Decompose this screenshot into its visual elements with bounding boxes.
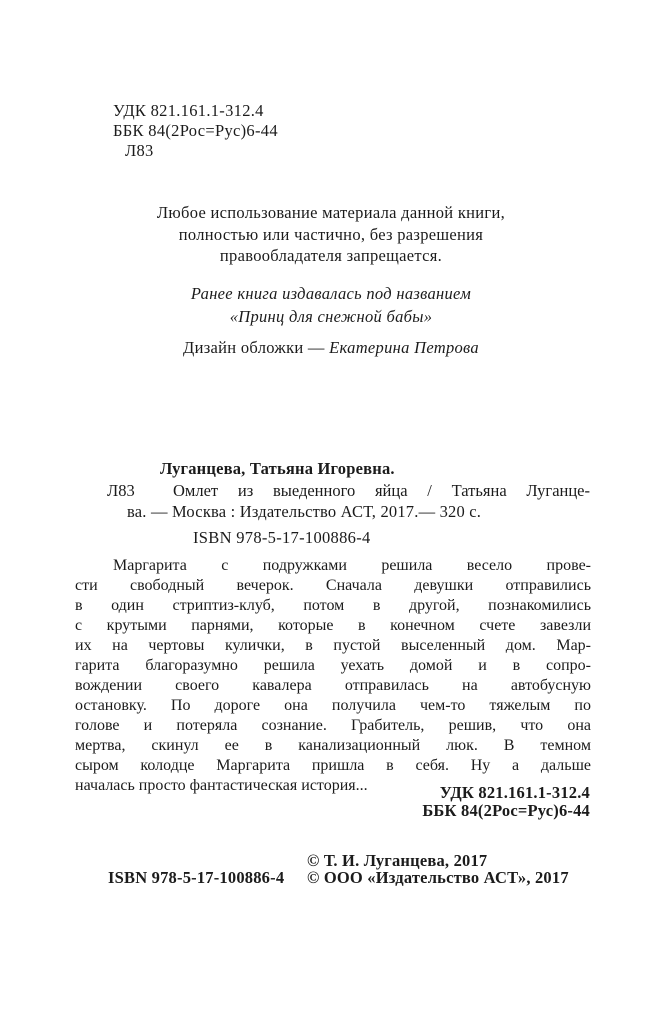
annotation-line: сыром колодце Маргарита пришла в себя. Ну а дальше bbox=[75, 757, 591, 774]
cover-design-label: Дизайн обложки — bbox=[183, 338, 330, 357]
bbk-code: ББК 84(2Рос=Рус)6-44 bbox=[113, 121, 278, 140]
udk-code: УДК 821.161.1-312.4 bbox=[113, 101, 264, 120]
annotation-line: началась просто фантастическая история... bbox=[75, 777, 368, 794]
isbn-bottom: ISBN 978-5-17-100886-4 bbox=[108, 868, 285, 887]
annotation-line: гарита благоразумно решила уехать домой и в сопро- bbox=[75, 657, 591, 674]
bibliographic-continuation-line: ва. — Москва : Издательство АСТ, 2017.— 320 с. bbox=[127, 502, 482, 521]
legal-notice-line: полностью или частично, без разрешения bbox=[178, 224, 484, 244]
annotation-line: голове и потеряла сознание. Грабитель, решив, что она bbox=[75, 717, 591, 734]
bottom-codes-block bbox=[422, 784, 590, 820]
legal-notice-line: Любое использование материала данной книги, bbox=[156, 203, 506, 222]
bibliographic-isbn: ISBN 978-5-17-100886-4 bbox=[193, 528, 371, 547]
legal-notice-line: правообладателя запрещается. bbox=[219, 246, 443, 266]
annotation-line: их на чертовы кулички, в пустой выселенный дом. Мар- bbox=[75, 637, 591, 654]
annotation-line: мертва, скинул ее в канализационный люк. В темном bbox=[75, 737, 591, 754]
copyright-publisher: © ООО «Издательство АСТ», 2017 bbox=[307, 867, 569, 887]
previous-edition-note bbox=[73, 283, 589, 328]
bibliographic-author: Луганцева, Татьяна Игоревна. bbox=[160, 459, 395, 478]
annotation-line: с крутыми парнями, которые в конечном счете завезли bbox=[75, 617, 591, 634]
author-sign-code: Л83 bbox=[125, 141, 154, 160]
annotation-block bbox=[75, 556, 591, 796]
previous-edition-note-line: «Принц для снежной бабы» bbox=[229, 306, 433, 326]
copyright-entries bbox=[307, 853, 569, 887]
bibliographic-author-sign: Л83 bbox=[107, 481, 135, 500]
copyright-author: © Т. И. Луганцева, 2017 bbox=[307, 851, 488, 870]
legal-notice bbox=[73, 202, 589, 267]
top-codes-block bbox=[113, 101, 278, 161]
annotation-line: вождении своего кавалера отправилась на автобусную bbox=[75, 677, 591, 694]
bbk-code-bottom: ББК 84(2Рос=Рус)6-44 bbox=[422, 801, 590, 821]
previous-edition-note-line: Ранее книга издавалась под названием bbox=[190, 284, 472, 303]
annotation-line: остановку. По дороге она получила чем-то тяжелым по bbox=[75, 697, 591, 714]
cover-design-credit bbox=[73, 337, 589, 359]
annotation-line: сти свободный вечерок. Сначала девушки отправились bbox=[75, 577, 591, 594]
annotation-line: в один стриптиз-клуб, потом в другой, познакомились bbox=[75, 597, 591, 614]
bibliographic-title-line: Омлет из выеденного яйца / Татьяна Луганце- bbox=[173, 481, 590, 500]
cover-designer-name: Екатерина Петрова bbox=[329, 338, 479, 357]
annotation-line: Маргарита с подружками решила весело прове- bbox=[113, 557, 591, 574]
udk-code-bottom: УДК 821.161.1-312.4 bbox=[439, 783, 590, 802]
